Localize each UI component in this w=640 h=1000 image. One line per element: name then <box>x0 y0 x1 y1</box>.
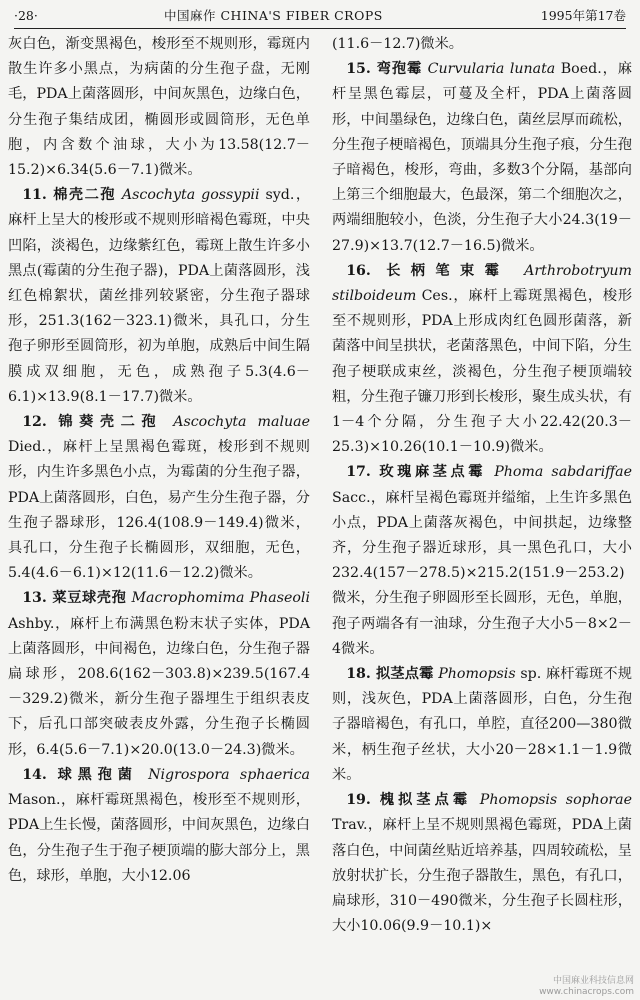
latin-name: Macrophomima Phaseoli <box>131 590 311 607</box>
entry-11 <box>8 183 310 410</box>
page-header <box>14 6 626 29</box>
entry-12 <box>8 410 310 586</box>
issue-info: 1995年第17卷 <box>540 8 626 23</box>
journal-title: 中国麻作 CHINA'S FIBER CROPS <box>164 8 383 23</box>
entry-title: 17. 玫瑰麻茎点霉 <box>346 464 487 481</box>
latin-name: Phomopsis sophorae <box>479 792 633 809</box>
latin-name: Arthrobotryum stilboideum <box>332 262 632 305</box>
site-watermark <box>539 976 634 998</box>
entry-title: 11. 棉壳二孢 <box>22 187 116 204</box>
entry-body: Mason.，麻杆霉斑黑褐色，梭形至不规则形，PDA上生长慢，菌落圆形，中间灰黑色，边缘白色，分生孢子生于孢子梗顶端的膨大部分上，黑色，球形，单胞，大小12.06 <box>8 792 310 884</box>
intro-paragraph: 灰白色，渐变黑褐色，梭形至不规则形，霉斑内散生许多小黑点，为病菌的分生孢子盘，无刚毛，PDA上菌落圆形，中间灰黑色，边缘白色，分生孢子集结成团，椭圆形或圆筒形，无色单胞，内含数个油球，大小为13.58(12.7－15.2)×6.34(5.6－7.1)微米。 <box>8 36 310 179</box>
entry-15 <box>332 57 632 259</box>
entry-18 <box>332 662 632 788</box>
entry-title: 15. 弯孢霉 <box>346 61 423 78</box>
entry-14 <box>8 763 310 889</box>
entry-body: Ashby.，麻杆上布满黑色粉末状子实体，PDA上菌落圆形，中间褐色，边缘白色，分生孢子器扁球形，208.6(162－303.8)×239.5(167.4－329.2)微米，新分生孢子器埋生于组织表皮下，后孔口部突破表皮外露，分生孢子长椭圆形，6.4(5.6－7.1)×20.0(13.0－24.3)微米。 <box>8 615 310 758</box>
entry-16 <box>332 259 632 461</box>
watermark-line-2: www.chinacrops.com <box>539 987 634 997</box>
latin-name: Phomopsis <box>438 666 516 683</box>
page-number: ·28· <box>14 8 38 23</box>
entry-title: 18. 拟茎点霉 <box>346 666 434 683</box>
entry-19 <box>332 788 632 939</box>
entry-title: 16. 长柄笔束霉 <box>346 262 510 279</box>
latin-name: Phoma sabdariffae <box>494 464 633 481</box>
entry-body: Sacc.，麻杆呈褐色霉斑并缢缩，上生许多黑色小点，PDA上菌落灰褐色，中间拱起，边缘整齐，分生孢子器近球形，具一黑色孔口，大小232.4(157－278.5)×215.2(151.9－253.2)微米，分生孢子卵圆形至长圆形，无色，单胞，孢子两端各有一油球，分生孢子大小5－8×2－4微米。 <box>332 489 632 657</box>
entry-title: 13. 菜豆球壳孢 <box>22 590 127 607</box>
intro-paragraph: (11.6－12.7)微米。 <box>332 36 463 52</box>
entry-title: 19. 槐拟茎点霉 <box>346 792 472 809</box>
latin-name: Nigrospora sphaerica <box>148 766 311 783</box>
entry-body: Ces.，麻杆上霉斑黑褐色，梭形至不规则形，PDA上形成肉红色圆形菌落，新菌落中间呈拱状，老菌落黑色，中间下陷，分生孢子梗联成束丝，淡褐色，分生孢子梗顶端较粗，分生孢子镰刀形到长梭形，聚生成头状，有1－4个分隔，分生孢子大小22.42(20.3－25.3)×10.26(10.1－10.9)微米。 <box>332 288 633 456</box>
entry-body: Trav.，麻杆上呈不规则黑褐色霉斑，PDA上菌落白色，中间菌丝贴近培养基，四周较疏松，呈放射状扩长，分生孢子器散生，黑色，有孔口，扁球形，310－490微米，分生孢子长圆柱形，大小10.06(9.9－10.1)× <box>332 817 632 935</box>
entry-13 <box>8 586 310 762</box>
entry-body: Boed.，麻杆呈黑色霉层，可蔓及全杆，PDA上菌落圆形，中间墨绿色，边缘白色，菌丝层厚而疏松，分生孢子梗暗褐色，顶端具分生孢子痕，分生孢子暗褐色，梭形，弯曲，多数3个分隔，基部向上第三个细胞最大，色最深，第二个细胞次之，两端细胞较小，色淡，分生孢子大小24.3(19－27.9)×13.7(12.7－16.5)微米。 <box>332 61 632 254</box>
entry-body: Died.，麻杆上呈黑褐色霉斑，梭形到不规则形，内生许多黑色小点，为霉菌的分生孢子器，PDA上菌落圆形，白色，易产生分生孢子器，分生孢子器球形，126.4(108.9－149.4)微米，具孔口，分生孢子长椭圆形，双细胞，无色，5.4(4.6－6.1)×12(11.6－12.2)微米。 <box>8 439 310 582</box>
watermark-line-1: 中国麻业科技信息网 <box>552 976 634 986</box>
latin-name: Curvularia lunata <box>427 61 556 78</box>
right-column <box>332 32 632 939</box>
entry-body: sp. 麻杆霉斑不规则，浅灰色，PDA上菌落圆形，白色，分生孢子器暗褐色，有孔口，单腔，直径200—380微米，柄生孢子丝状，大小20－28×1.1－1.9微米。 <box>332 666 632 783</box>
latin-name: Ascochyta maluae <box>173 414 310 431</box>
left-column <box>8 32 310 889</box>
entry-17 <box>332 460 632 662</box>
entry-title: 12. 锦葵壳二孢 <box>22 414 163 431</box>
latin-name: Ascochyta gossypii <box>121 187 260 204</box>
entry-title: 14. 球黑孢菌 <box>22 766 138 783</box>
entry-body: syd.，麻杆上呈大的梭形或不规则形暗褐色霉斑，中央凹陷，淡褐色，边缘紫红色，霉斑上散生许多小黑点(霉菌的分生孢子器)，PDA上菌落圆形，浅红色棉絮状，菌丝排列较紧密，分生孢子器球形，251.3(162－323.1)微米，具孔口，分生孢子卵形至圆筒形，初为单胞，成熟后中间生隔膜成双细胞，无色，成熟孢子5.3(4.6－6.1)×13.9(8.1－17.7)微米。 <box>8 187 311 405</box>
